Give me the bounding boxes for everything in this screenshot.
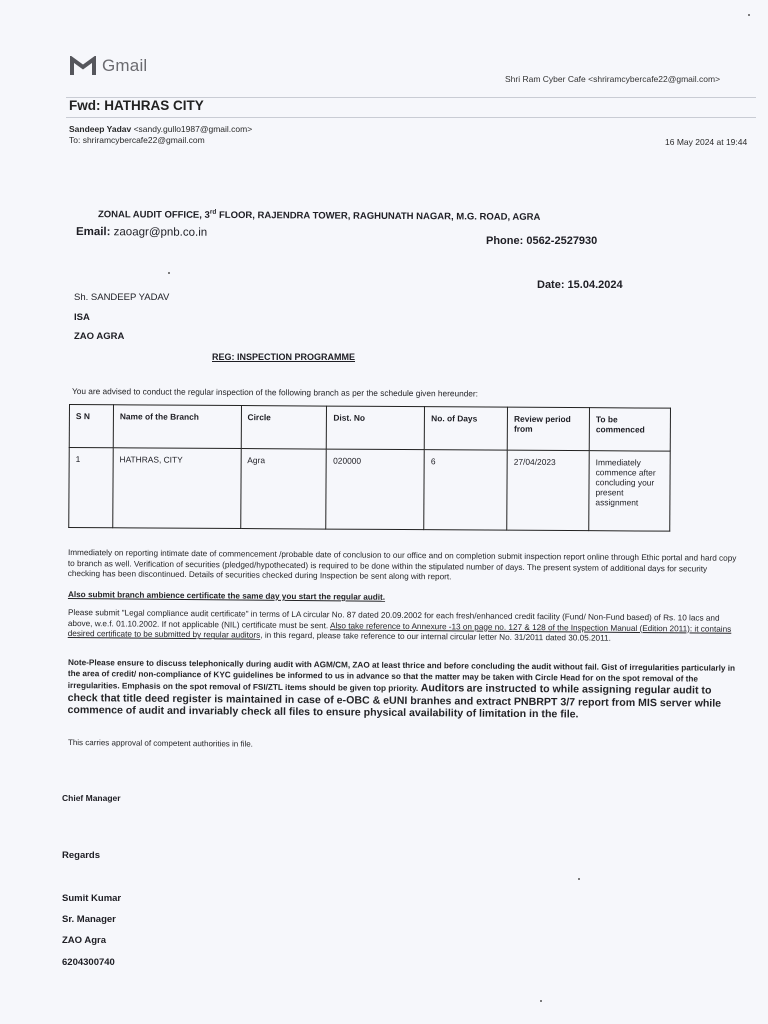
signatory-name: Sumit Kumar — [62, 893, 122, 904]
table-cell: 1 — [69, 448, 113, 528]
table-cell: 020000 — [326, 449, 424, 530]
column-header: Dist. No — [327, 406, 425, 450]
column-header: Name of the Branch — [113, 405, 241, 449]
letter-date: Date: 15.04.2024 — [537, 279, 623, 291]
signatory-phone: 6204300740 — [62, 957, 115, 968]
column-header: Review period from — [507, 407, 589, 450]
scan-speck — [578, 878, 580, 880]
regards: Regards — [62, 850, 101, 861]
divider — [66, 117, 756, 118]
signatory-title: Sr. Manager — [62, 914, 116, 925]
paragraph-legal: Please submit "Legal compliance audit certificate" in terms of LA circular No. 87 dated 20.09.2002 for each fresh/enhanced credit facility (Fund/ Non-Fund based) of Rs. 10 lacs and above, w.e.f. 01.10.2002. If not applicable (NIL) certificate must be sent. Also take reference to Annexure -13 on page no. 127 & 128 of the Inspection Manual (Edition 2011): it contains desired certificate to be submitted by regular auditors, in this regard, please take reference to our internal circular letter No. 31/2011 dated 30.05.2011. — [67, 608, 732, 643]
gmail-logo — [70, 56, 147, 76]
email-from — [69, 124, 252, 134]
column-header: Circle — [241, 406, 327, 450]
column-header: No. of Days — [425, 407, 508, 451]
chief-manager: Chief Manager — [62, 793, 121, 803]
table-cell: 6 — [424, 450, 507, 531]
sender-header: Shri Ram Cyber Cafe <shriramcybercafe22@gmail.com> — [505, 74, 721, 84]
gmail-m-icon — [70, 56, 96, 76]
addressee-name: Sh. SANDEEP YADAV — [74, 292, 170, 303]
office-address: ZONAL AUDIT OFFICE, 3rd FLOOR, RAJENDRA TOWER, RAGHUNATH NAGAR, M.G. ROAD, AGRA — [97, 208, 541, 223]
column-header: S N — [69, 405, 113, 448]
schedule-table — [68, 404, 671, 532]
office-phone: Phone: 0562-2527930 — [486, 235, 598, 247]
subject-reg: REG: INSPECTION PROGRAMME — [212, 352, 356, 362]
scan-speck — [540, 1000, 542, 1002]
table-header-row — [69, 405, 670, 452]
from-name: Sandeep Yadav — [69, 124, 132, 134]
email-subject: Fwd: HATHRAS CITY — [69, 98, 204, 113]
scan-speck — [168, 272, 170, 274]
signatory-office: ZAO Agra — [62, 935, 106, 946]
paragraph-note: Note-Please ensure to discuss telephonically during audit with AGM/CM, ZAO at least thrice and before concluding the audit without fail. Gist of irregularities particularly in the area of credit/ non-compliance of KYC guidelines be informed to us in advance so that the matter may be taken with Circle Head for on the spot removal of the irregularities. Emphasis on the spot removal of FSI/ZTL items should be given top priority. Auditors are instructed to while assigning regular audit to check that title deed register is maintained in case of e-OBC & eUNI branhes and extract PNBRPT 3/7 report from MIS server while commence of audit and invariably check all files to ensure physical availability of limitation in the file. — [67, 658, 736, 721]
scan-speck — [748, 14, 750, 16]
paragraph-instructions: Immediately on reporting intimate date of commencement /probable date of conclusion to our office and on completion submit inspection report online through Ethic portal and hard copy to branch as well. Verification of securities (pledged/hypothecated) is required to be done within the stipulated number of days. The present system of additional days for security checking has been discontinued. Details of securities checked during Inspection be sent along with report. — [67, 548, 737, 582]
intro-text: You are advised to conduct the regular inspection of the following branch as per the schedule given hereunder: — [71, 386, 479, 399]
addressee-office: ZAO AGRA — [74, 331, 125, 342]
email-to: To: shriramcybercafe22@gmail.com — [69, 135, 205, 145]
table-row — [69, 448, 670, 532]
table-cell: HATHRAS, CITY — [113, 448, 241, 529]
addressee-role: ISA — [74, 312, 90, 323]
paragraph-ambience — [68, 590, 740, 606]
table-cell: Immediately commence after concluding your present assignment — [589, 451, 670, 531]
table-cell: 27/04/2023 — [507, 450, 589, 530]
gmail-wordmark: Gmail — [102, 56, 148, 75]
table-cell: Agra — [240, 449, 326, 530]
from-address: <sandy.gullo1987@gmail.com> — [133, 124, 253, 134]
approval-text: This carries approval of competent authorities in file. — [67, 738, 253, 749]
email-date: 16 May 2024 at 19:44 — [665, 137, 748, 147]
column-header: To be commenced — [589, 408, 670, 451]
office-email: Email: zaoagr@pnb.co.in — [75, 226, 208, 239]
ambience-note: Also submit branch ambience certificate the same day you start the regular audit. — [67, 590, 386, 602]
